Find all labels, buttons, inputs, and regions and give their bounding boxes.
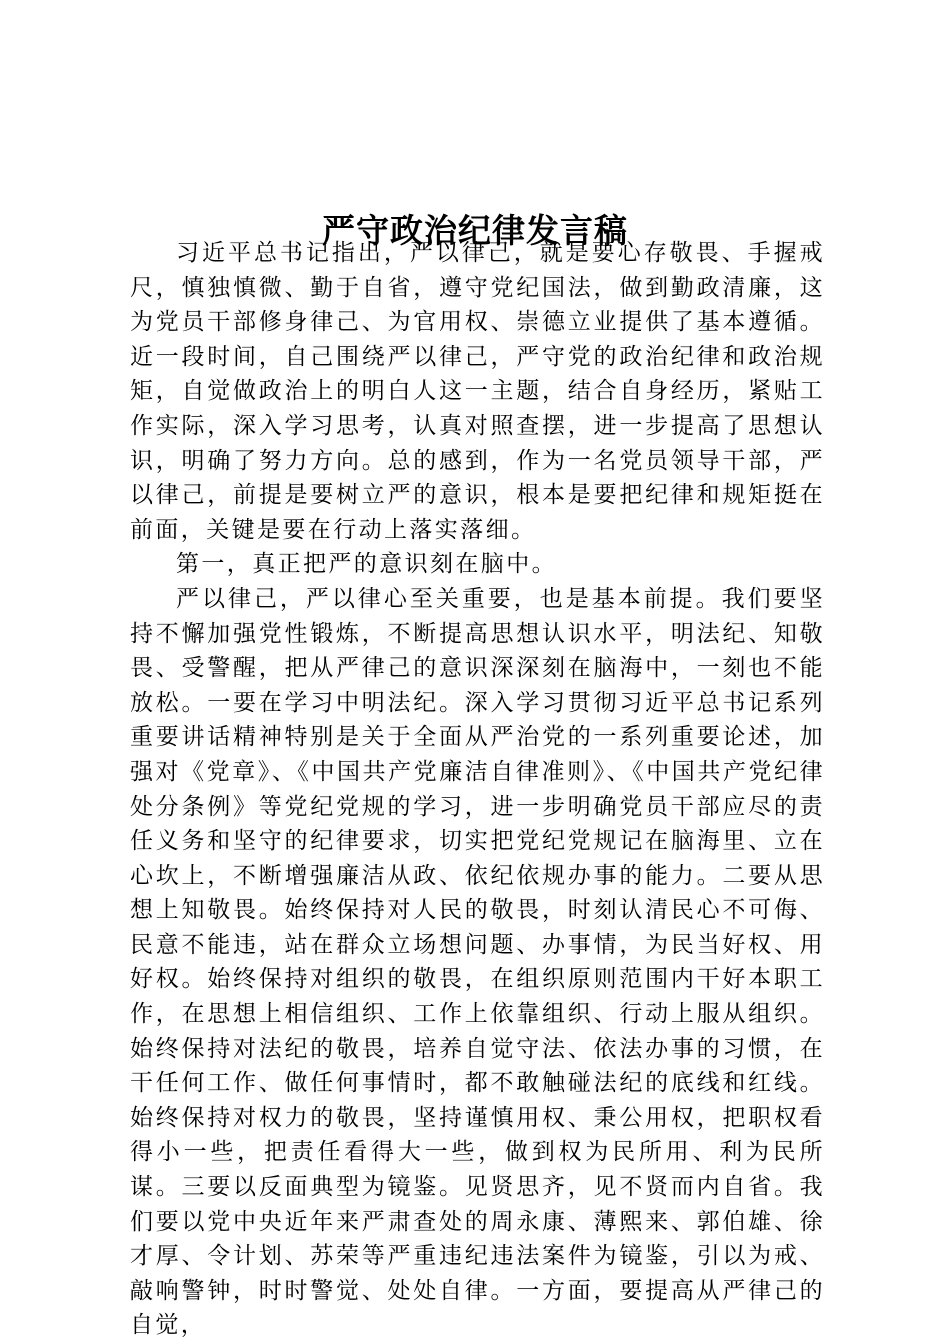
paragraph-intro: 习近平总书记指出，严以律己，就是要心存敬畏、手握戒尺，慎独慎微、勤于自省，遵守党纪国法，做到勤政清廉，这为党员干部修身律己、为官用权、崇德立业提供了基本遵循。近一段时间，自己围绕严以律己，严守党的政治纪律和政治规矩，自觉做政治上的明白人这一主题，结合自身经历，紧贴工作实际，深入学习思考，认真对照查摆，进一步提高了思想认识，明确了努力方向。总的感到，作为一名党员领导干部，严以律己，前提是要树立严的意识，根本是要把纪律和规矩挺在前面，关键是要在行动上落实落细。 <box>130 240 825 543</box>
document-title: 严守政治纪律发言稿 <box>322 211 628 251</box>
paragraph-first-section: 严以律己，严以律心至关重要，也是基本前提。我们要坚持不懈加强党性锻炼，不断提高思想认识水平，明法纪、知敬畏、受警醒，把从严律己的意识深深刻在脑海中，一刻也不能放松。一要在学习中明法纪。深入学习贯彻习近平总书记系列重要讲话精神特别是关于全面从严治党的一系列重要论述，加强对《党章》、《中国共产党廉洁自律准则》、《中国共产党纪律处分条例》等党纪党规的学习，进一步明确党员干部应尽的责任义务和坚守的纪律要求，切实把党纪党规记在脑海里、立在心坎上，不断增强廉洁从政、依纪依规办事的能力。二要从思想上知敬畏。始终保持对人民的敬畏，时刻认清民心不可侮、民意不能违，站在群众立场想问题、办事情，为民当好权、用好权。始终保持对组织的敬畏，在组织原则范围内干好本职工作，在思想上相信组织、工作上依靠组织、行动上服从组织。始终保持对法纪的敬畏，培养自觉守法、依法办事的习惯，在干任何工作、做任何事情时，都不敢触碰法纪的底线和红线。始终保持对权力的敬畏，坚持谨慎用权、秉公用权，把职权看得小一些，把责任看得大一些，做到权为民所用、利为民所谋。三要以反面典型为镜鉴。见贤思齐，见不贤而内自省。我们要以党中央近年来严肃查处的周永康、薄熙来、郭伯雄、徐才厚、令计划、苏荣等严重违纪违法案件为镜鉴，引以为戒、敲响警钟，时时警觉、处处自律。一方面，要提高从严律己的自觉， <box>130 585 825 1339</box>
paragraph-heading-first: 第一，真正把严的意识刻在脑中。 <box>176 551 557 578</box>
document-body <box>130 236 825 1343</box>
